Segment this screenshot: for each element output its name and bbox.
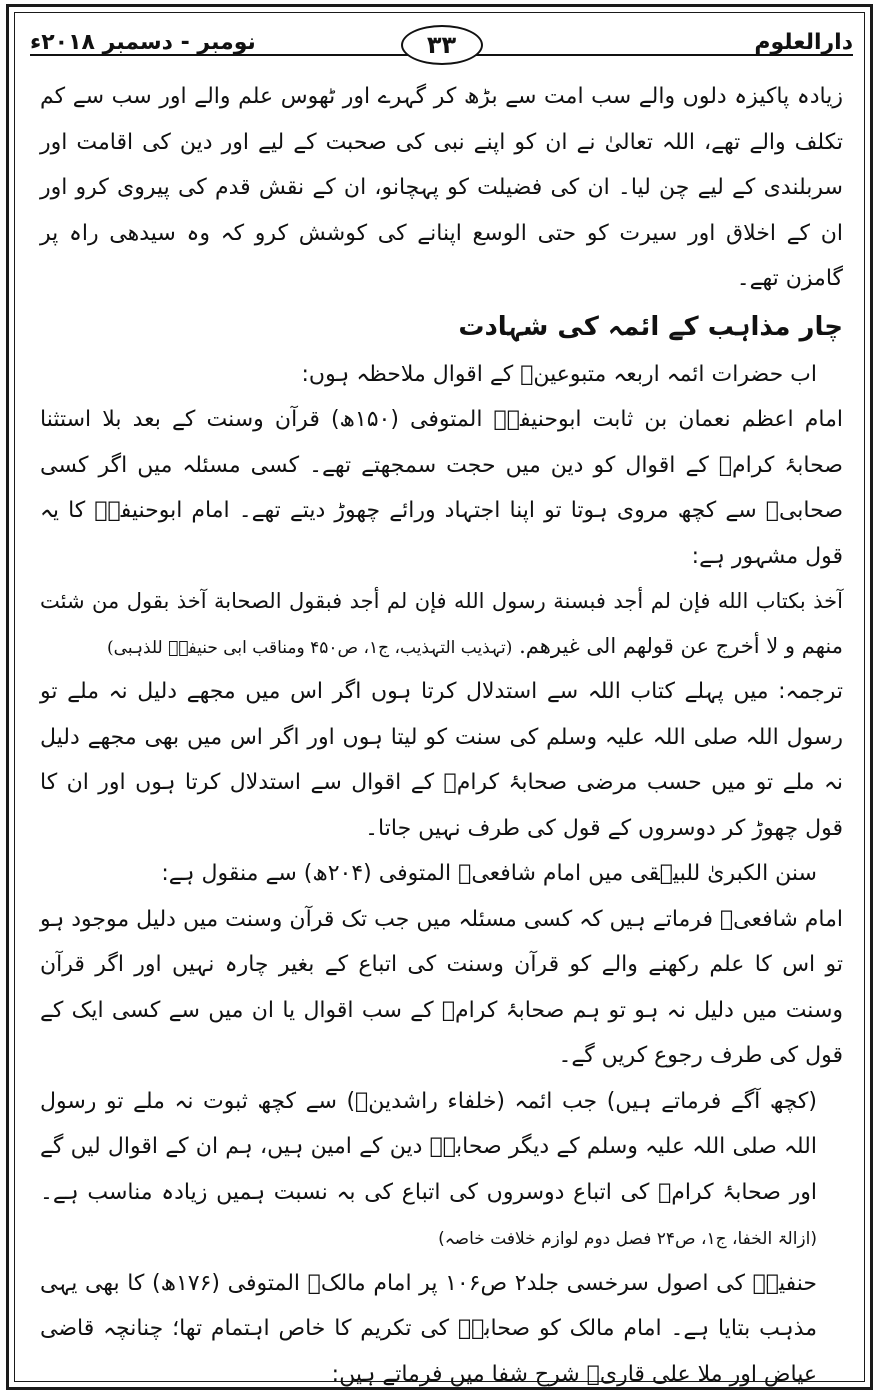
shafii-continued-text: (کچھ آگے فرماتے ہیں) جب ائمہ (خلفاء راشدینؓ) سے کچھ ثبوت نہ ملے تو رسول اللہ صلی اللہ علیہ وسلم کے دیگر صحابہؓ دین کے امین ہیں، ہم ان کے اقوال لیں گے اور صحابۂ کرامؓ کی اتباع دوسروں کی اتباع کی بہ نسبت ہمیں زیادہ مناسب ہے۔ (40, 1088, 817, 1205)
shafii-intro: سنن الکبریٰ للبیہقی میں امام شافعیؒ المتوفی (۲۰۴ھ) سے منقول ہے: (161, 861, 817, 886)
shafii-paragraph: امام شافعیؒ فرماتے ہیں کہ کسی مسئلہ میں جب تک قرآن وسنت میں دلیل موجود ہو تو اس کا علم رکھنے والے کو قرآن وسنت کی اتباع کے بغیر چارہ نہیں اور اگر قرآن وسنت میں دلیل نہ ہو تو ہم صحابۂ کرامؓ کے سب اقوال یا ان میں سے کسی ایک کے قول کی طرف رجوع کریں گے۔ (40, 906, 843, 1068)
page-header (30, 20, 853, 70)
arabic-quote (40, 579, 843, 669)
journal-title: دارالعلوم (754, 30, 853, 55)
arabic-quote-text: آخذ بكتاب الله فإن لم أجد فبسنة رسول الله فإن لم أجد فبقول الصحابة آخذ بقول من شئت منهم و لا أخرج عن قولهم الى غيرهم. (40, 589, 843, 658)
shafii-continued-paragraph (40, 1079, 843, 1261)
translation-paragraph: ترجمہ: میں پہلے کتاب اللہ سے استدلال کرتا ہوں اگر اس میں مجھے دلیل نہ ملے تو رسول اللہ صلی اللہ علیہ وسلم کی سنت کو لیتا ہوں اور اگر اس میں بھی مجھے دلیل نہ ملے تو میں حسب مرضی صحابۂ کرامؓ کے اقوال سے استدلال کرتا ہوں اور ان کا قول چھوڑ کر دوسروں کے قول کی طرف نہیں جاتا۔ (40, 679, 843, 841)
section-heading: چار مذاہب کے ائمہ کی شہادت (458, 311, 843, 342)
arabic-quote-reference: (تہذیب التہذیب، ج۱، ص۴۵۰ ومناقب ابی حنیفہؒ للذہبی) (107, 638, 513, 658)
abu-hanifa-paragraph: امام اعظم نعمان بن ثابت ابوحنیفہؒ المتوفی (۱۵۰ھ) قرآن وسنت کے بعد بلا استثنا صحابۂ کرامؓ کے اقوال کو دین میں حجت سمجھتے تھے۔ کسی مسئلہ میں اگر کسی صحابیؓ سے کچھ مروی ہوتا تو اپنا اجتہاد ورائے چھوڑ دیتے تھے۔ امام ابوحنیفہؒ کا یہ قول مشہور ہے: (40, 407, 843, 569)
article-body (40, 74, 843, 1397)
malik-paragraph: حنفیہؒ کی اصول سرخسی جلد۲ ص۱۰۶ پر امام مالکؒ المتوفی (۱۷۶ھ) کا بھی یہی مذہب بتایا ہے۔ امام مالک کو صحابہؓ کی تکریم کا خاص اہتمام تھا؛ چنانچہ قاضی عیاض اور ملا علی قاریؒ شرح شفا میں فرماتے ہیں: (40, 1270, 817, 1387)
lead-in-paragraph: اب حضرات ائمہ اربعہ متبوعینؒ کے اقوال ملاحظہ ہوں: (301, 361, 817, 387)
page-number: ۳۳ (426, 31, 457, 59)
issue-date: نومبر - دسمبر ۲۰۱۸ء (30, 30, 256, 55)
shafii-reference: (ازالۃ الخفا، ج۱، ص۲۴ فصل دوم لوازم خلافت خاصہ) (438, 1229, 817, 1249)
intro-paragraph: زیادہ پاکیزہ دلوں والے سب امت سے بڑھ کر گہرے اور ٹھوس علم والے اور سب سے کم تکلف والے تھے، اللہ تعالیٰ نے ان کو اپنے نبی کی صحبت کے لیے اور دین کی اقامت اور سربلندی کے لیے چن لیا۔ ان کی فضیلت کو پہچانو، ان کے نقش قدم کی پیروی کرو اور ان کے اخلاق اور سیرت کو حتی الوسع اپنانے کی کوشش کرو کہ وہ سیدھی راہ پر گامزن تھے۔ (40, 84, 843, 291)
page-number-badge (401, 25, 483, 65)
